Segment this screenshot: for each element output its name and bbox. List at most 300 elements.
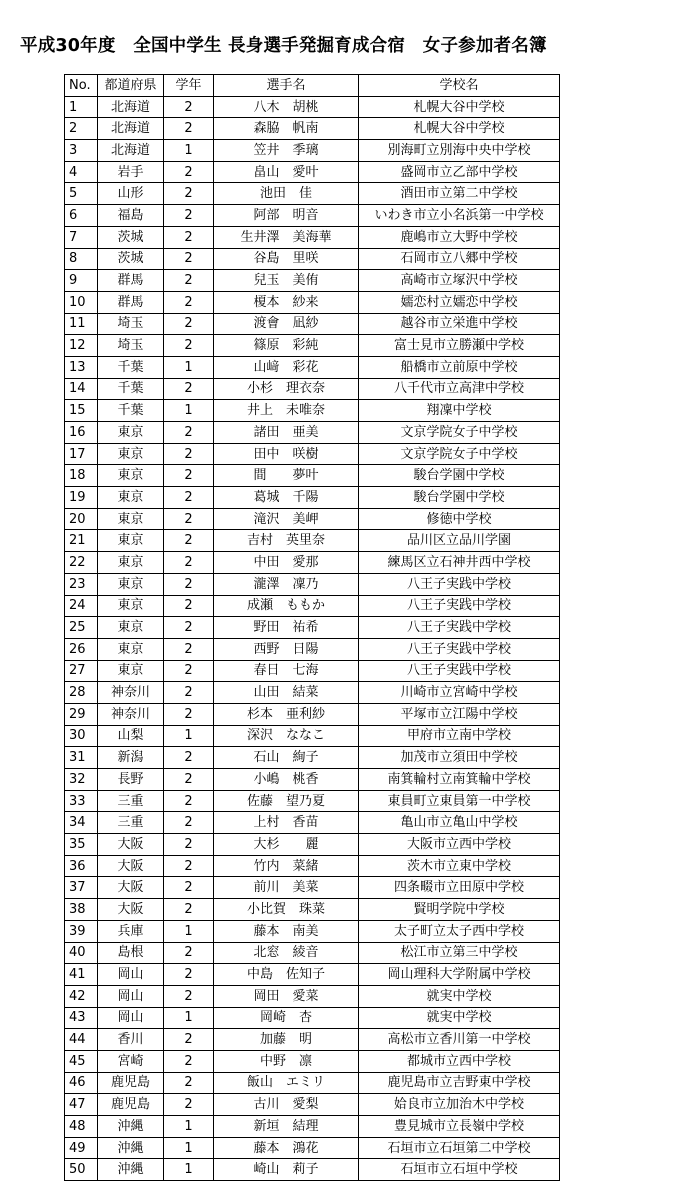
cell-school: 四条畷市立田原中学校: [359, 877, 560, 899]
cell-grade: 2: [164, 573, 214, 595]
cell-name: 佐藤 望乃夏: [214, 790, 359, 812]
cell-no: 2: [65, 118, 98, 140]
cell-name: 篠原 彩純: [214, 335, 359, 357]
cell-prefecture: 東京: [98, 573, 164, 595]
table-row: [65, 747, 560, 769]
cell-school: 都城市立西中学校: [359, 1050, 560, 1072]
table-row: [65, 899, 560, 921]
cell-prefecture: 岡山: [98, 985, 164, 1007]
cell-no: 28: [65, 682, 98, 704]
cell-prefecture: 東京: [98, 465, 164, 487]
table-row: [65, 942, 560, 964]
table-row: [65, 140, 560, 162]
cell-name: 岡田 愛菜: [214, 985, 359, 1007]
cell-name: 山﨑 彩花: [214, 356, 359, 378]
cell-name: 畠山 愛叶: [214, 161, 359, 183]
cell-school: 平塚市立江陽中学校: [359, 703, 560, 725]
cell-grade: 2: [164, 747, 214, 769]
cell-prefecture: 東京: [98, 422, 164, 444]
cell-prefecture: 三重: [98, 812, 164, 834]
cell-school: 豊見城市立長嶺中学校: [359, 1116, 560, 1138]
table-row: [65, 118, 560, 140]
cell-school: 船橋市立前原中学校: [359, 356, 560, 378]
cell-grade: 1: [164, 400, 214, 422]
cell-no: 40: [65, 942, 98, 964]
table-row: [65, 248, 560, 270]
cell-school: 文京学院女子中学校: [359, 443, 560, 465]
cell-no: 44: [65, 1029, 98, 1051]
cell-no: 8: [65, 248, 98, 270]
cell-name: 池田 佳: [214, 183, 359, 205]
table-row: [65, 291, 560, 313]
table-row: [65, 465, 560, 487]
cell-school: 札幌大谷中学校: [359, 96, 560, 118]
cell-school: 鹿児島市立吉野東中学校: [359, 1072, 560, 1094]
table-row: [65, 790, 560, 812]
cell-name: 中田 愛那: [214, 552, 359, 574]
cell-grade: 2: [164, 682, 214, 704]
cell-school: 亀山市立亀山中学校: [359, 812, 560, 834]
table-row: [65, 855, 560, 877]
cell-name: 兒玉 美侑: [214, 270, 359, 292]
cell-prefecture: 山梨: [98, 725, 164, 747]
cell-no: 3: [65, 140, 98, 162]
table-row: [65, 985, 560, 1007]
cell-school: 翔凜中学校: [359, 400, 560, 422]
cell-school: 富士見市立勝瀬中学校: [359, 335, 560, 357]
cell-prefecture: 宮崎: [98, 1050, 164, 1072]
cell-grade: 2: [164, 118, 214, 140]
table-row: [65, 573, 560, 595]
table-row: [65, 313, 560, 335]
cell-name: 大杉 麗: [214, 834, 359, 856]
table-row: [65, 1050, 560, 1072]
cell-prefecture: 東京: [98, 660, 164, 682]
cell-school: 石岡市立八郷中学校: [359, 248, 560, 270]
cell-name: 森脇 帆南: [214, 118, 359, 140]
cell-prefecture: 東京: [98, 638, 164, 660]
cell-name: 崎山 莉子: [214, 1159, 359, 1181]
cell-school: 越谷市立栄進中学校: [359, 313, 560, 335]
cell-school: 修徳中学校: [359, 508, 560, 530]
cell-no: 4: [65, 161, 98, 183]
cell-school: 岡山理科大学附属中学校: [359, 964, 560, 986]
cell-grade: 1: [164, 1159, 214, 1181]
cell-school: 就実中学校: [359, 1007, 560, 1029]
cell-no: 41: [65, 964, 98, 986]
cell-grade: 2: [164, 834, 214, 856]
cell-no: 6: [65, 205, 98, 227]
cell-grade: 2: [164, 313, 214, 335]
cell-prefecture: 東京: [98, 508, 164, 530]
table-row: [65, 725, 560, 747]
cell-no: 22: [65, 552, 98, 574]
cell-prefecture: 埼玉: [98, 313, 164, 335]
cell-grade: 2: [164, 530, 214, 552]
cell-no: 17: [65, 443, 98, 465]
cell-grade: 2: [164, 877, 214, 899]
table-row: [65, 443, 560, 465]
cell-school: 石垣市立石垣中学校: [359, 1159, 560, 1181]
cell-no: 45: [65, 1050, 98, 1072]
cell-name: 間 夢叶: [214, 465, 359, 487]
table-row: [65, 161, 560, 183]
cell-name: 上村 香苗: [214, 812, 359, 834]
cell-name: 諸田 亜美: [214, 422, 359, 444]
cell-grade: 2: [164, 769, 214, 791]
header-name: 選手名: [214, 75, 359, 97]
table-row: [65, 335, 560, 357]
cell-name: 榎本 紗来: [214, 291, 359, 313]
cell-name: 新垣 結理: [214, 1116, 359, 1138]
cell-name: 中野 凛: [214, 1050, 359, 1072]
cell-grade: 2: [164, 465, 214, 487]
cell-no: 32: [65, 769, 98, 791]
cell-name: 藤本 南美: [214, 920, 359, 942]
cell-prefecture: 東京: [98, 552, 164, 574]
header-prefecture: 都道府県: [98, 75, 164, 97]
cell-no: 43: [65, 1007, 98, 1029]
cell-prefecture: 長野: [98, 769, 164, 791]
header-no: No.: [65, 75, 98, 97]
cell-school: 文京学院女子中学校: [359, 422, 560, 444]
cell-prefecture: 東京: [98, 617, 164, 639]
cell-name: 谷島 里咲: [214, 248, 359, 270]
cell-prefecture: 東京: [98, 443, 164, 465]
cell-no: 11: [65, 313, 98, 335]
cell-prefecture: 新潟: [98, 747, 164, 769]
cell-grade: 2: [164, 985, 214, 1007]
cell-no: 5: [65, 183, 98, 205]
cell-no: 47: [65, 1094, 98, 1116]
cell-prefecture: 茨城: [98, 226, 164, 248]
cell-name: 八木 胡桃: [214, 96, 359, 118]
cell-prefecture: 沖縄: [98, 1137, 164, 1159]
cell-school: 就実中学校: [359, 985, 560, 1007]
cell-name: 阿部 明音: [214, 205, 359, 227]
cell-name: 春日 七海: [214, 660, 359, 682]
cell-name: 生井澤 美海華: [214, 226, 359, 248]
cell-grade: 2: [164, 790, 214, 812]
cell-prefecture: 島根: [98, 942, 164, 964]
cell-prefecture: 沖縄: [98, 1159, 164, 1181]
cell-school: 八王子実践中学校: [359, 617, 560, 639]
cell-no: 36: [65, 855, 98, 877]
cell-school: 八王子実践中学校: [359, 595, 560, 617]
table-row: [65, 660, 560, 682]
cell-grade: 1: [164, 920, 214, 942]
cell-name: 滝沢 美岬: [214, 508, 359, 530]
cell-grade: 2: [164, 487, 214, 509]
table-row: [65, 1159, 560, 1181]
cell-prefecture: 沖縄: [98, 1116, 164, 1138]
cell-no: 34: [65, 812, 98, 834]
cell-grade: 2: [164, 335, 214, 357]
cell-grade: 1: [164, 725, 214, 747]
table-row: [65, 356, 560, 378]
table-row: [65, 1116, 560, 1138]
cell-name: 岡崎 杏: [214, 1007, 359, 1029]
cell-school: 太子町立太子西中学校: [359, 920, 560, 942]
cell-prefecture: 北海道: [98, 118, 164, 140]
cell-prefecture: 兵庫: [98, 920, 164, 942]
cell-prefecture: 岡山: [98, 964, 164, 986]
cell-school: 八王子実践中学校: [359, 573, 560, 595]
cell-school: 鹿嶋市立大野中学校: [359, 226, 560, 248]
cell-name: 中島 佐知子: [214, 964, 359, 986]
table-body: [65, 96, 560, 1180]
cell-prefecture: 大阪: [98, 877, 164, 899]
cell-school: 練馬区立石神井西中学校: [359, 552, 560, 574]
cell-grade: 2: [164, 703, 214, 725]
cell-no: 21: [65, 530, 98, 552]
cell-name: 古川 愛梨: [214, 1094, 359, 1116]
cell-school: 南箕輪村立南箕輪中学校: [359, 769, 560, 791]
cell-grade: 2: [164, 595, 214, 617]
page-title: 平成30年度 全国中学生 長身選手発掘育成合宿 女子参加者名簿: [20, 36, 547, 56]
table-row: [65, 1072, 560, 1094]
cell-grade: 2: [164, 270, 214, 292]
cell-grade: 2: [164, 638, 214, 660]
cell-name: 瀧澤 凜乃: [214, 573, 359, 595]
cell-name: 小嶋 桃香: [214, 769, 359, 791]
cell-no: 13: [65, 356, 98, 378]
cell-name: 渡會 凪紗: [214, 313, 359, 335]
cell-name: 飯山 エミリ: [214, 1072, 359, 1094]
cell-grade: 2: [164, 508, 214, 530]
cell-grade: 2: [164, 443, 214, 465]
cell-name: 北窓 綾音: [214, 942, 359, 964]
table-row: [65, 1029, 560, 1051]
cell-grade: 2: [164, 422, 214, 444]
cell-no: 10: [65, 291, 98, 313]
cell-grade: 2: [164, 291, 214, 313]
cell-no: 30: [65, 725, 98, 747]
cell-name: 井上 未唯奈: [214, 400, 359, 422]
table-row: [65, 617, 560, 639]
table-row: [65, 1094, 560, 1116]
cell-grade: 2: [164, 660, 214, 682]
cell-grade: 2: [164, 205, 214, 227]
cell-grade: 1: [164, 140, 214, 162]
cell-grade: 2: [164, 552, 214, 574]
table-row: [65, 703, 560, 725]
cell-no: 15: [65, 400, 98, 422]
cell-grade: 2: [164, 617, 214, 639]
cell-prefecture: 大阪: [98, 834, 164, 856]
cell-grade: 2: [164, 248, 214, 270]
cell-no: 18: [65, 465, 98, 487]
cell-grade: 2: [164, 378, 214, 400]
table-row: [65, 552, 560, 574]
cell-school: 品川区立品川学園: [359, 530, 560, 552]
cell-school: 大阪市立西中学校: [359, 834, 560, 856]
cell-no: 46: [65, 1072, 98, 1094]
cell-no: 14: [65, 378, 98, 400]
participant-table: [64, 74, 560, 1181]
cell-no: 26: [65, 638, 98, 660]
cell-no: 35: [65, 834, 98, 856]
cell-no: 29: [65, 703, 98, 725]
cell-prefecture: 北海道: [98, 96, 164, 118]
cell-name: 藤本 鴻花: [214, 1137, 359, 1159]
cell-no: 49: [65, 1137, 98, 1159]
cell-prefecture: 北海道: [98, 140, 164, 162]
cell-prefecture: 岡山: [98, 1007, 164, 1029]
cell-school: 八王子実践中学校: [359, 660, 560, 682]
cell-prefecture: 千葉: [98, 400, 164, 422]
cell-no: 23: [65, 573, 98, 595]
cell-no: 38: [65, 899, 98, 921]
cell-no: 50: [65, 1159, 98, 1181]
cell-prefecture: 東京: [98, 487, 164, 509]
cell-school: 姶良市立加治木中学校: [359, 1094, 560, 1116]
header-row: [65, 75, 560, 97]
cell-name: 笠井 季璃: [214, 140, 359, 162]
cell-school: 石垣市立石垣第二中学校: [359, 1137, 560, 1159]
table-row: [65, 400, 560, 422]
table-row: [65, 530, 560, 552]
cell-grade: 1: [164, 1007, 214, 1029]
cell-name: 野田 祐希: [214, 617, 359, 639]
table-row: [65, 508, 560, 530]
cell-no: 48: [65, 1116, 98, 1138]
header-school: 学校名: [359, 75, 560, 97]
cell-name: 石山 絢子: [214, 747, 359, 769]
cell-grade: 2: [164, 812, 214, 834]
table-row: [65, 226, 560, 248]
cell-grade: 2: [164, 1050, 214, 1072]
cell-no: 37: [65, 877, 98, 899]
cell-prefecture: 茨城: [98, 248, 164, 270]
cell-name: 前川 美菜: [214, 877, 359, 899]
cell-grade: 2: [164, 161, 214, 183]
cell-grade: 2: [164, 964, 214, 986]
cell-prefecture: 山形: [98, 183, 164, 205]
cell-prefecture: 三重: [98, 790, 164, 812]
table-row: [65, 769, 560, 791]
table-row: [65, 964, 560, 986]
table-row: [65, 378, 560, 400]
cell-name: 西野 日陽: [214, 638, 359, 660]
cell-prefecture: 鹿児島: [98, 1094, 164, 1116]
cell-prefecture: 千葉: [98, 356, 164, 378]
cell-school: 松江市立第三中学校: [359, 942, 560, 964]
cell-school: 札幌大谷中学校: [359, 118, 560, 140]
cell-prefecture: 神奈川: [98, 682, 164, 704]
cell-name: 小比賀 珠菜: [214, 899, 359, 921]
cell-prefecture: 鹿児島: [98, 1072, 164, 1094]
cell-name: 加藤 明: [214, 1029, 359, 1051]
table-row: [65, 877, 560, 899]
cell-prefecture: 群馬: [98, 291, 164, 313]
table-row: [65, 1137, 560, 1159]
cell-school: 東員町立東員第一中学校: [359, 790, 560, 812]
cell-grade: 1: [164, 1116, 214, 1138]
cell-grade: 2: [164, 942, 214, 964]
cell-no: 20: [65, 508, 98, 530]
cell-name: 小杉 理衣奈: [214, 378, 359, 400]
cell-prefecture: 千葉: [98, 378, 164, 400]
cell-school: 加茂市立須田中学校: [359, 747, 560, 769]
table-row: [65, 638, 560, 660]
cell-no: 9: [65, 270, 98, 292]
table-row: [65, 682, 560, 704]
cell-prefecture: 岩手: [98, 161, 164, 183]
cell-no: 7: [65, 226, 98, 248]
cell-school: 高崎市立塚沢中学校: [359, 270, 560, 292]
cell-school: 盛岡市立乙部中学校: [359, 161, 560, 183]
cell-school: 八王子実践中学校: [359, 638, 560, 660]
cell-grade: 2: [164, 855, 214, 877]
cell-no: 25: [65, 617, 98, 639]
cell-prefecture: 香川: [98, 1029, 164, 1051]
cell-grade: 2: [164, 183, 214, 205]
cell-school: 川崎市立宮崎中学校: [359, 682, 560, 704]
cell-name: 山田 結菜: [214, 682, 359, 704]
cell-no: 39: [65, 920, 98, 942]
cell-grade: 1: [164, 1137, 214, 1159]
cell-name: 成瀬 ももか: [214, 595, 359, 617]
cell-no: 12: [65, 335, 98, 357]
cell-no: 42: [65, 985, 98, 1007]
cell-prefecture: 東京: [98, 530, 164, 552]
cell-prefecture: 福島: [98, 205, 164, 227]
table-row: [65, 96, 560, 118]
cell-school: 賢明学院中学校: [359, 899, 560, 921]
cell-grade: 2: [164, 899, 214, 921]
cell-school: 駿台学園中学校: [359, 465, 560, 487]
table-row: [65, 183, 560, 205]
cell-school: いわき市立小名浜第一中学校: [359, 205, 560, 227]
cell-name: 吉村 英里奈: [214, 530, 359, 552]
cell-name: 竹内 菜緒: [214, 855, 359, 877]
table-row: [65, 834, 560, 856]
header-grade: 学年: [164, 75, 214, 97]
cell-grade: 2: [164, 96, 214, 118]
table-row: [65, 205, 560, 227]
cell-prefecture: 埼玉: [98, 335, 164, 357]
cell-prefecture: 群馬: [98, 270, 164, 292]
cell-school: 茨木市立東中学校: [359, 855, 560, 877]
cell-no: 27: [65, 660, 98, 682]
cell-school: 別海町立別海中央中学校: [359, 140, 560, 162]
cell-name: 田中 咲樹: [214, 443, 359, 465]
cell-grade: 2: [164, 1029, 214, 1051]
cell-name: 葛城 千陽: [214, 487, 359, 509]
cell-school: 甲府市立南中学校: [359, 725, 560, 747]
cell-prefecture: 大阪: [98, 899, 164, 921]
cell-name: 杉本 亜利紗: [214, 703, 359, 725]
cell-name: 深沢 ななこ: [214, 725, 359, 747]
table-row: [65, 920, 560, 942]
cell-no: 1: [65, 96, 98, 118]
cell-no: 31: [65, 747, 98, 769]
table-row: [65, 270, 560, 292]
table-row: [65, 422, 560, 444]
cell-grade: 1: [164, 356, 214, 378]
cell-prefecture: 東京: [98, 595, 164, 617]
table-row: [65, 812, 560, 834]
table-row: [65, 487, 560, 509]
table-row: [65, 595, 560, 617]
cell-school: 高松市立香川第一中学校: [359, 1029, 560, 1051]
cell-prefecture: 大阪: [98, 855, 164, 877]
cell-school: 嬬恋村立嬬恋中学校: [359, 291, 560, 313]
cell-no: 19: [65, 487, 98, 509]
cell-school: 酒田市立第二中学校: [359, 183, 560, 205]
cell-school: 駿台学園中学校: [359, 487, 560, 509]
